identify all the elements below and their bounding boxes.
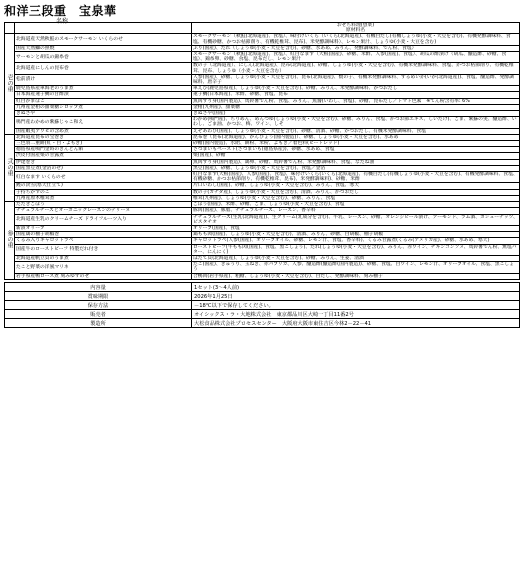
dish-ingredients: 砂糖(国内製造)、水飴、餅粉、米粉、よもぎ／着色料(ビートレッド) [192,141,520,147]
dish-name: 徳島県産鳴門金時のきんとん餡 [15,147,192,153]
dish-name: 伊達巻き [15,159,192,165]
dish-ingredients: 数の子（北海道産）、にしん(北海道産)、昆布(北海道産)、砂糖、しょうゆ(小麦・大豆を含む)、有機米発酵調味料、食塩、かつお枯節削り、有機乾椎茸、昆布、しょうゆ（小麦・大豆を含む） [192,63,520,74]
info-label: 製造所 [5,319,192,328]
dish-name: 鳴門産わかめの紫蘇じゃこ和え [15,117,192,128]
dish-ingredients: 蓮子鯛(日本海産)、米酢、砂糖、食塩、昆布 [192,92,520,98]
dish-name: 松前漬け [15,74,192,85]
dish-name: たこと野菜の洋風マリネ [15,262,192,273]
dish-name: 九州産金柑の甜菜糖シロップ煮 [15,104,192,110]
section-label [5,34,15,134]
dish-ingredients: 合鴨肉(岩手県産)、粗糖、しょうゆ(小麦・大豆を含む)、白だし、発酵調味料、刻み柚子 [192,273,520,279]
dish-ingredients: オリーブ(国産)、食塩 [192,225,520,231]
section-label-text: 参の重 [6,230,13,249]
header-ingredients-label: 原材料名 [345,28,366,34]
dish-ingredients: 紅白なます(大根(国産)、人参(国産)、食塩)、味付けいくら(いくら(北海道産)、有機白だし(有機しょうゆ(小麦・大豆を含む)、有機発酵調味料、食塩、有機砂糖、かつお枯節削り、有機乾椎茸、昆布)、米発酵調味料)、砂糖、米酢 [193,172,518,183]
header-corner-cell [5,23,15,34]
dish-name: 鰹の淡雪(寒天仕立て) [15,183,192,189]
dish-name: たたきごぼう [15,202,192,208]
dish-name: 日本海産蓮子鯛の甘酢漬 [15,92,192,98]
dish-ingredients: スモークサーモン（秋鮭(北海道産)、食塩）、紅白なます（大根(国産)、砂糖、米酢、人参(国産)、食塩）、胡瓜の酢漬け（胡瓜、醸造酢、砂糖、食塩）、錦糸卵、砂糖、食塩、昆布だし、レモン果汁 [192,52,520,63]
dish-name: 国産鶏の柚子胡椒巻 [15,232,192,238]
dish-ingredients: キャロットラペ(人参(国産)、オリーブオイル、砂糖、レモン汁、食塩、香辛料)、くるみ甘露煮(くるみ(アメリカ産)、砂糖、水あめ、寒天) [192,238,520,244]
dish-ingredients: 椎茸(九州産)、しょうゆ(小麦・大豆を含む)、砂糖、みりん、食塩 [192,195,520,201]
dish-name: 北海道産昆布の宝巻き [15,134,192,140]
dish-ingredients: 栗(国産)、砂糖 [192,153,520,159]
dish-ingredients: 金柑(九州産)、甜菜糖 [192,104,520,110]
info-label: 賞味期限 [5,292,192,301]
table-row [5,273,520,279]
info-label: 内容量 [5,283,192,292]
dish-name: 紅白かまぼこ [15,98,192,104]
dish-ingredients: 豚肉(国産)、豚脂、ナチュラルチーズ、レーズン、香辛料 [192,208,520,214]
dish-name: 国産天然鰤の照焼 [15,45,192,51]
table-row [5,262,520,273]
dish-name: 北海道産生乳のクリームチーズ ドライフルーツ入り [15,214,192,225]
section-label-text: 弐の重 [6,157,13,176]
dish-name: 国産蝦夷アワビの含め煮 [15,128,192,134]
table-row [5,172,520,183]
info-value: 大松食品株式会社プロセスセンター 大阪府大阪市東住吉区今林2－22－41 [192,319,520,328]
dish-name: 岩手県産鴨ロース煮 刻みゆずのせ [15,273,192,279]
dish-name: 北海道産にしんの昆布巻 [15,63,192,74]
dish-name: くるみ入りキャロットラペ [15,238,192,244]
info-value: 1セット(3～4人前) [192,283,520,292]
table-row [5,63,520,74]
dish-name: 国産牛のローストビーフ 特製だれ付き [15,244,192,255]
dish-ingredients: たこ(国産)、きゅうり、玉ねぎ、赤パプリカ、人参、醸造酢(醸造酢(国内製造))、砂糖、食塩、白ワイン、レモン汁、オリーブオイル、食塩、黒こしょう [192,262,520,273]
page-title: 和洋三段重 宝泉華 [4,4,117,18]
info-row [5,319,520,328]
dish-ingredients: きぬさや(国産) [192,111,520,117]
dish-ingredients: ローストビーフ(牛もも肉(国産)、食塩、黒こしょう)、たれ(しょうゆ(小麦・大豆を含む)、みりん、赤ワイン、チキンコンソメ、馬鈴薯でん粉、無塩バター、にんにく) [192,244,520,255]
dish-name: サーモンと胡瓜の錦糸巻 [15,52,192,63]
dish-name: ナチュラルチーズとオーガニックレーズンのテリーヌ [15,208,192,214]
dish-ingredients: さつまいもペースト(さつまいも(徳島県産))、砂糖、水あめ、食塩 [192,147,520,153]
section-label [5,134,15,201]
dish-ingredients: ナチュラルチーズ(生乳(北海道産))、生クリーム(乳成分を含む)、牛乳、レーズン、砂糖、オレンジピール漬け、アーモンド、ラム酒、カシューナッツ、ピスタチオ [193,214,518,225]
table-row [5,117,520,128]
info-row [5,292,520,301]
table-row [5,34,520,45]
header-ingredients-cell [192,23,520,34]
info-value: －18℃以下で保存してください。 [192,301,520,310]
dish-ingredients: ごぼう(国産)、米酢、砂糖、ごま、しょうゆ(小麦・大豆を含む)、食塩 [192,202,520,208]
header-category: おせち料理(惣菜) [336,23,375,28]
dish-name: 子持ちかずのこ [15,189,192,195]
dish-ingredients: 片口いわし(国産)、砂糖、しょうゆ(小麦・大豆を含む)、みりん、食塩、寒天 [192,183,520,189]
dish-ingredients: 車えび(鹿児島県産)、しょうゆ(小麦・大豆を含む)、砂糖、みりん、米発酵調味料、かつおだし [192,86,520,92]
dish-ingredients: 魚肉すり身(国内製造)、鶏卵、砂糖、馬鈴薯でん粉、米発酵調味料、食塩、なたね油 [192,159,520,165]
dish-name: 紅白なます いくらのせ [15,172,192,183]
dish-ingredients: わかめ(鳴門産)、ちりめん、めんつゆ(しょうゆ(小麦・大豆を含む)、砂糖、みりん、食塩、かつお節エキス、しいたけ)、ごま、紫蘇の実、醸造酢、いわし、ごま油、かつお、梅、ワイン、しそ [192,117,520,128]
dish-name: 国産黒豆煮(金箔のせ) [15,165,192,171]
dish-name: 北海道産天然秋鮭のスモークサーモン いくらのせ [15,34,192,45]
dish-name: 九州産原木椎茸煮 [15,195,192,201]
dish-ingredients: 黒豆(国産)、砂糖、しょうゆ(小麦・大豆を含む)、食塩／金箔 [192,165,520,171]
table-row [5,244,520,255]
info-row [5,301,520,310]
name-column-label: 名称 [56,18,69,25]
dish-ingredients: えぞあわび(国産)、しょうゆ(小麦・大豆を含む)、砂糖、清酒、砂糖、かつおだし、有機米発酵調味料、食塩 [192,128,520,134]
table-row [5,214,520,225]
dish-name: 渋皮付国産栗の甘露煮 [15,153,192,159]
dish-ingredients: 鶏もも肉(国産)、しょうゆ(小麦・大豆を含む)、清酒、みりん、砂糖、白胡椒、柚子胡椒 [192,232,520,238]
info-label: 販売者 [5,310,192,319]
table-row [5,52,520,63]
dish-ingredients: 数の子(カナダ産)、しょうゆ(小麦・大豆を含む)、清酒、みりん、かつおだし [192,189,520,195]
info-row [5,310,520,319]
dish-ingredients: ほたて貝(北海道産)、しょうゆ(小麦・大豆を含む)、砂糖、みりん、生姜、清酒 [192,255,520,261]
section-label [5,202,15,280]
info-row [5,283,520,292]
dish-name: 北海道産帆立貝のうま煮 [15,255,192,261]
header-name-cell [15,23,192,34]
dish-ingredients: 昆布巻（昆布(北海道産)、かんぴょう(国内製造)）、砂糖、しょうゆ(小麦・大豆を含む)、水あめ [192,134,520,140]
product-info-table [4,282,520,328]
dish-name: きぬさや [15,111,192,117]
info-value: 2026年1月25日 [192,292,520,301]
dish-name: 鹿児島県産車海老のうま煮 [15,86,192,92]
dish-ingredients: 人参(国産)、砂糖、しょうゆ(小麦・大豆を含む)、昆布(北海道産)、数の子、有機米発酵調味料、するめいか(いか(北海道産))、食塩、醸造酢、発酵調味料、唐辛子 [192,74,520,85]
dish-name: 三色羽二重餅(紅・白・よもぎ) [15,141,192,147]
dish-name: 新漬オリーブ [15,225,192,231]
section-label-text: 壱の重 [6,74,13,93]
table-row [5,74,520,85]
dish-ingredients: ぶり(国産)、たれ（しょうゆ(小麦・大豆を含む)、砂糖、水あめ、みりん、発酵調味料、でん粉、食塩） [192,45,520,51]
info-label: 保存方法 [5,301,192,310]
info-value: オイシックス・ラ・大地株式会社 東京都品川区大崎一丁目11番2号 [192,310,520,319]
ingredients-table [4,22,520,280]
dish-ingredients: 魚肉すり身(国内製造)、馬鈴薯でん粉、食塩、みりん、魚醤(いわし、食塩)、砂糖、昆布だし／トマト色素 ※てん粉含有率: 6% [192,98,520,104]
dish-ingredients: スモークサーモン（秋鮭(北海道産)、食塩）、味付けいくら（いくら(北海道産)、有機白だし(有機しょうゆ(小麦・大豆を含む)、有機発酵調味料、食塩、有機砂糖、かつお枯節削り、有機乾椎茸、昆布)、米発酵調味料）、レモン果汁、しょうゆ(小麦・大豆を含む) [192,34,520,45]
